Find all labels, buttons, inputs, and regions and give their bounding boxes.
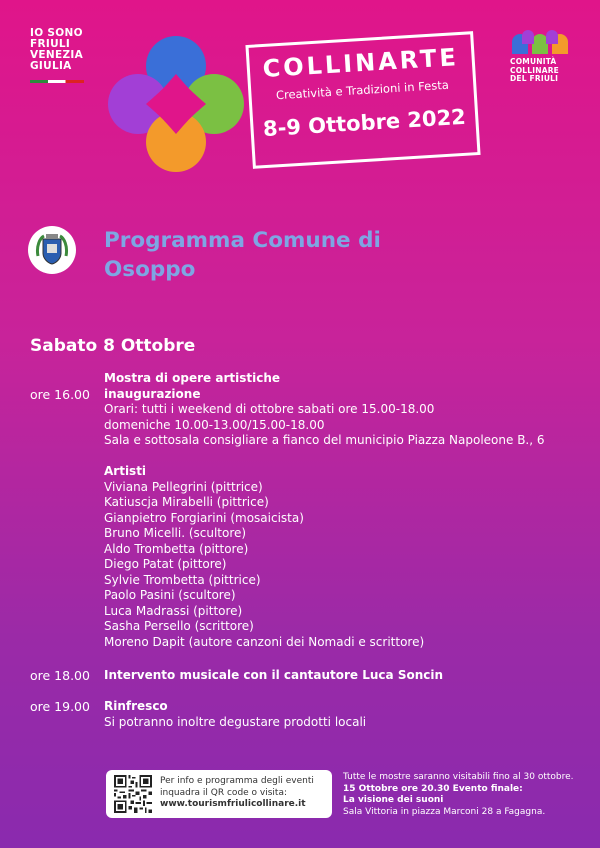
artist-item: Aldo Trombetta (pittore) [104, 541, 249, 556]
event-time: ore 16.00 [30, 387, 90, 402]
community-logo [510, 30, 580, 84]
note-line: 15 Ottobre ore 20.30 Evento finale: [343, 783, 523, 794]
event-title: Intervento musicale con il cantautore Luca Soncin [104, 668, 444, 682]
qr-info-box [106, 770, 332, 818]
artist-item: Luca Madrassi (pittore) [104, 603, 243, 618]
region-logo-line: FRIULI [30, 38, 71, 50]
artist-item: Sylvie Trombetta (pittrice) [104, 572, 261, 587]
program-title-line: Osoppo [104, 257, 196, 282]
artist-item: Moreno Dapit (autore canzoni dei Nomadi e scrittore) [104, 634, 425, 649]
artist-item: Diego Patat (pittore) [104, 557, 227, 571]
artist-item: Sasha Persello (scrittore) [104, 619, 254, 633]
note-line: Tutte le mostre saranno visitabili fino al 30 ottobre. [343, 772, 574, 782]
artist-item: Bruno Micelli. (scultore) [104, 526, 247, 540]
community-logo-line: COLLINARE [510, 65, 560, 75]
program-title-line: Programma Comune di [104, 228, 381, 253]
artists-block [104, 464, 424, 650]
artist-item: Viviana Pellegrini (pittrice) [104, 479, 263, 494]
event-block [104, 668, 443, 684]
event-title: Rinfresco [104, 699, 168, 713]
region-logo-line: VENEZIA [30, 49, 84, 61]
note-line: Sala Vittoria in piazza Marconi 28 a Fagagna. [343, 806, 546, 817]
stamp-subtitle: Creatività e Tradizioni in Festa [275, 77, 450, 103]
collinarte-flower-logo [106, 34, 246, 174]
event-title: inaugurazione [104, 386, 201, 401]
qr-text [160, 776, 314, 811]
collinarte-stamp [245, 31, 480, 169]
event-block [104, 699, 366, 730]
event-detail: Orari: tutti i weekend di ottobre sabati ore 15.00-18.00 [104, 402, 435, 416]
footer-note [343, 772, 583, 818]
event-detail: Si potranno inoltre degustare prodotti locali [104, 714, 367, 729]
event-detail: Sala e sottosala consigliare a fianco del municipio Piazza Napoleone B., 6 [104, 433, 545, 447]
region-logo-line: IO SONO [30, 27, 83, 39]
qr-line: Per info e programma degli eventi [160, 776, 314, 786]
community-logo-line: COMUNITÀ [510, 57, 557, 66]
program-title [104, 226, 464, 284]
event-title: Mostra di opere artistiche [104, 371, 280, 385]
event-time: ore 19.00 [30, 699, 90, 714]
artist-item: Paolo Pasini (scultore) [104, 588, 236, 602]
region-logo-line: GIULIA [30, 60, 72, 72]
region-logo [30, 28, 96, 72]
day-title: Sabato 8 Ottobre [30, 336, 196, 356]
artist-item: Gianpietro Forgiarini (mosaicista) [104, 510, 304, 525]
note-line: La visione dei suoni [343, 795, 444, 805]
qr-line: inquadra il QR code o visita: [160, 787, 288, 798]
event-detail: domeniche 10.00-13.00/15.00-18.00 [104, 417, 325, 432]
arches-icon [510, 30, 570, 54]
italian-flag-stripe [30, 80, 84, 83]
stamp-dates: 8-9 Ottobre 2022 [262, 104, 467, 142]
qr-code-icon[interactable] [114, 775, 152, 813]
municipality-crest-icon [28, 226, 76, 274]
stamp-title: COLLINARTE [261, 43, 460, 84]
artist-item: Katiuscja Mirabelli (pittrice) [104, 495, 269, 509]
community-logo-line: DEL FRIULI [510, 74, 559, 83]
website-link[interactable]: www.tourismfriulicollinare.it [160, 799, 306, 809]
event-time: ore 18.00 [30, 668, 90, 683]
artists-heading: Artisti [104, 464, 147, 478]
event-block [104, 371, 545, 449]
